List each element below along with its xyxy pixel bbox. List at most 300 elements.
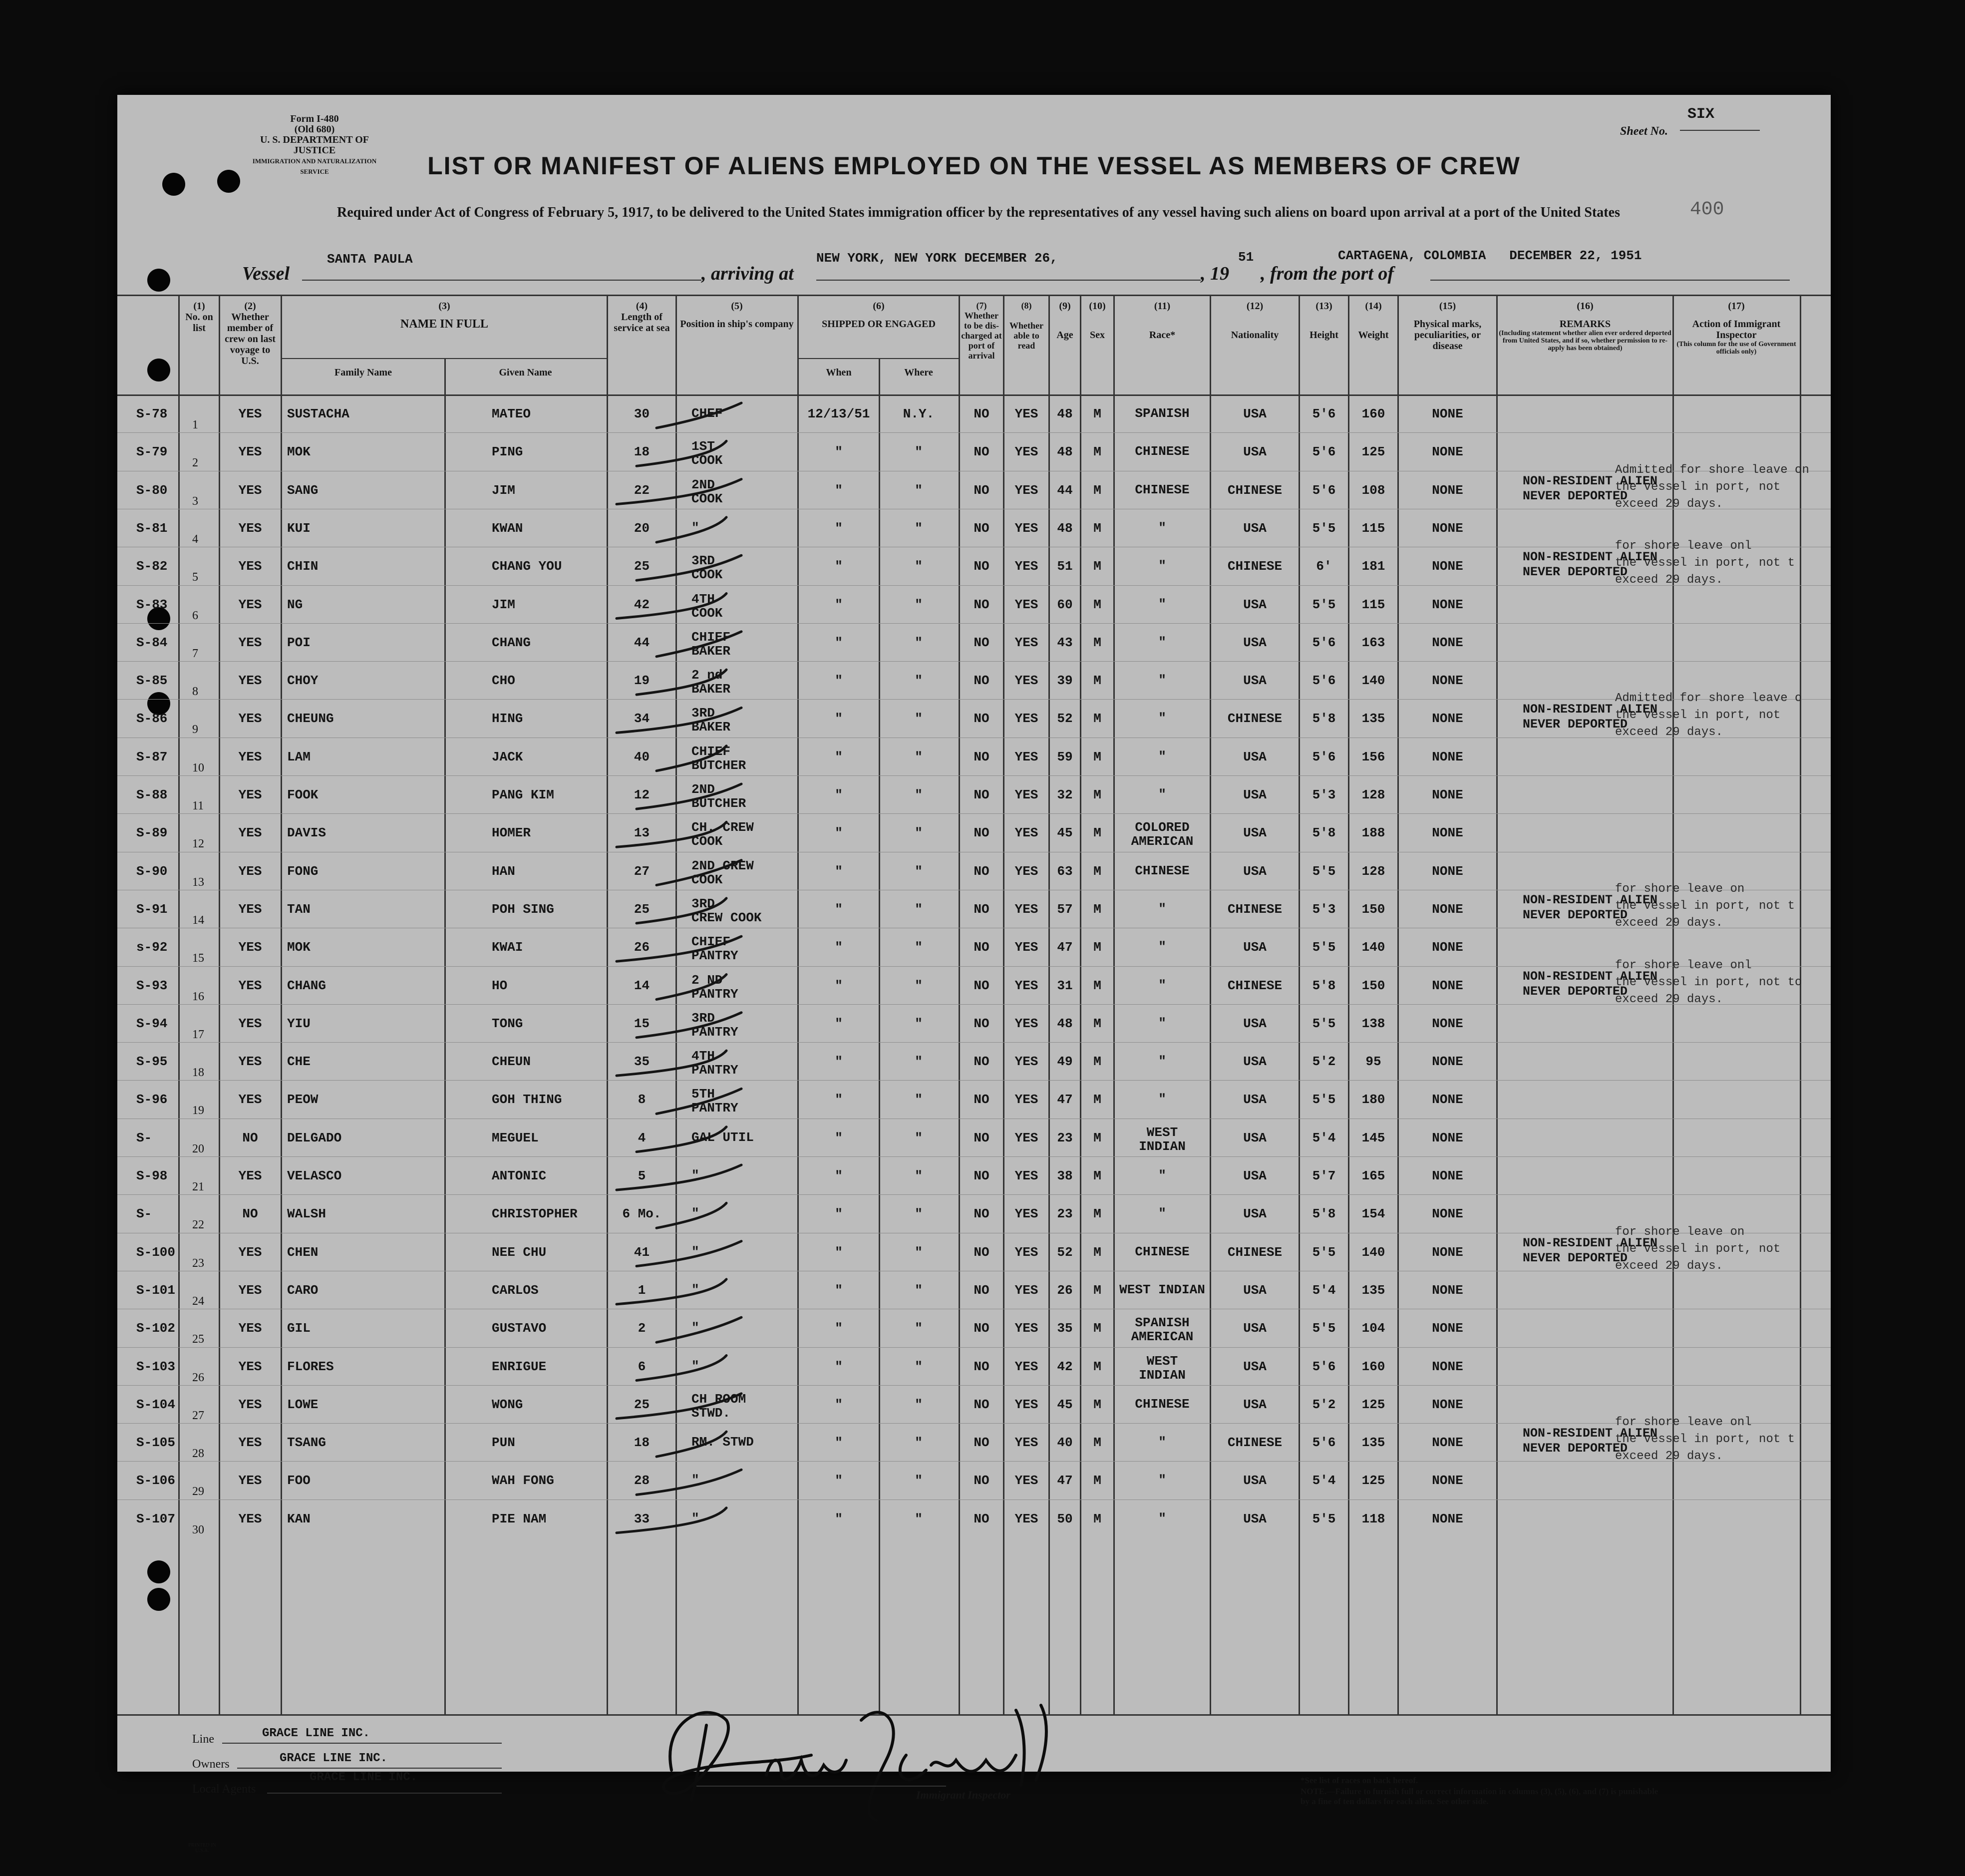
remark-text: NON-RESIDENT ALIEN NEVER DEPORTED xyxy=(1523,1235,1658,1265)
discharged: NO xyxy=(974,1511,989,1526)
row-number: 9 xyxy=(192,723,198,737)
weight: 140 xyxy=(1361,673,1385,689)
row-rule xyxy=(117,699,1831,700)
family-name: CHE xyxy=(287,1054,311,1070)
position: 4TH PANTRY xyxy=(691,1049,738,1078)
race: " xyxy=(1158,711,1166,726)
printer-mark: PRINTED IN U.S.A. xyxy=(188,1843,216,1854)
crew-last-voyage: YES xyxy=(238,1054,262,1070)
header-col1-number: (1) xyxy=(193,301,205,312)
header-col14-number: (14) xyxy=(1365,301,1382,312)
shipped-when: " xyxy=(835,1092,843,1108)
header-col14-label: Weight xyxy=(1358,330,1389,341)
header-col10-label: Sex xyxy=(1090,330,1105,341)
header-col6-label: SHIPPED OR ENGAGED xyxy=(822,319,936,330)
physical-marks: NONE xyxy=(1432,1397,1463,1412)
weight: 180 xyxy=(1361,1092,1385,1108)
family-name: FONG xyxy=(287,863,319,879)
height: 5'5 xyxy=(1312,940,1336,955)
row-id: S-85 xyxy=(136,673,168,689)
sex: M xyxy=(1093,482,1101,498)
height: 5'8 xyxy=(1312,1206,1336,1222)
shore-leave-note: for shore leave onl the vessel in port, not t exceed 29 days. xyxy=(1615,539,1795,587)
row-id: S-83 xyxy=(136,597,168,612)
discharged: NO xyxy=(974,482,989,498)
nationality: USA xyxy=(1243,406,1267,421)
weight: 115 xyxy=(1361,520,1385,536)
shipped-when: " xyxy=(835,520,843,536)
physical-marks: NONE xyxy=(1432,673,1463,689)
height: 5'7 xyxy=(1312,1168,1336,1183)
column-rule xyxy=(444,358,446,1714)
weight: 104 xyxy=(1361,1321,1385,1336)
header-col3 xyxy=(282,301,607,330)
age: 23 xyxy=(1057,1206,1073,1222)
sex: M xyxy=(1093,1511,1101,1526)
shipped-when: " xyxy=(835,978,843,993)
row-id: S-84 xyxy=(136,635,168,650)
remark-text: NON-RESIDENT ALIEN NEVER DEPORTED xyxy=(1523,969,1658,999)
header-col3-label: NAME IN FULL xyxy=(400,318,488,331)
position: " xyxy=(691,1168,699,1183)
shore-leave-note: Admitted for shore leave on the vessel in port, not exceed 29 days. xyxy=(1615,463,1809,511)
weight: 125 xyxy=(1361,1397,1385,1412)
age: 47 xyxy=(1057,1473,1073,1489)
family-name: MOK xyxy=(287,444,311,460)
vessel-name: SANTA PAULA xyxy=(327,252,413,267)
length-of-service: 1 xyxy=(638,1282,646,1298)
shipped-where: " xyxy=(915,901,923,917)
shipped-where: " xyxy=(915,1359,923,1374)
able-to-read: YES xyxy=(1014,901,1038,917)
given-name: JACK xyxy=(492,749,523,764)
shipped-where: " xyxy=(915,825,923,841)
discharged: NO xyxy=(974,1282,989,1298)
header-col16-note: (Including statement whether alien ever ordered deported from United States, and if so, whether permission to re-apply has been obtained) xyxy=(1499,330,1671,352)
position: 4TH COOK xyxy=(691,591,723,621)
shipped-when: " xyxy=(835,1168,843,1183)
nationality: USA xyxy=(1243,1054,1267,1070)
length-of-service: 25 xyxy=(634,1397,650,1412)
discharged: NO xyxy=(974,597,989,612)
length-of-service: 2 xyxy=(638,1321,646,1336)
age: 57 xyxy=(1057,901,1073,917)
length-of-service: 35 xyxy=(634,1054,650,1070)
shipped-where: " xyxy=(915,1054,923,1070)
shipped-where: " xyxy=(915,1130,923,1145)
length-of-service: 14 xyxy=(634,978,650,993)
form-old-number: (Old 680) xyxy=(294,124,335,135)
race: " xyxy=(1158,939,1166,955)
discharged: NO xyxy=(974,825,989,841)
shipped-when: " xyxy=(835,749,843,764)
physical-marks: NONE xyxy=(1432,1244,1463,1260)
race: " xyxy=(1158,749,1166,764)
header-col1-label: No. on list xyxy=(185,312,213,334)
shore-leave-note: for shore leave onl the vessel in port, not t exceed 29 days. xyxy=(1615,1416,1795,1464)
row-id: S- xyxy=(136,1206,152,1222)
header-col17 xyxy=(1674,301,1799,356)
weight: 128 xyxy=(1361,787,1385,802)
weight: 188 xyxy=(1361,825,1385,841)
able-to-read: YES xyxy=(1014,1435,1038,1451)
nationality: CHINESE xyxy=(1227,711,1283,727)
age: 59 xyxy=(1057,749,1073,764)
physical-marks: NONE xyxy=(1432,635,1463,650)
remark-text: NON-RESIDENT ALIEN NEVER DEPORTED xyxy=(1523,550,1658,580)
crew-last-voyage: YES xyxy=(238,825,262,841)
position: CHIEF PANTRY xyxy=(691,934,738,964)
length-of-service: 20 xyxy=(634,520,650,536)
position: CH. CREW COOK xyxy=(691,820,754,849)
position: " xyxy=(691,1510,699,1526)
age: 51 xyxy=(1057,559,1073,574)
row-id: S-104 xyxy=(136,1397,176,1412)
header-col17-number: (17) xyxy=(1728,301,1745,312)
shipped-when: " xyxy=(835,940,843,955)
crew-last-voyage: YES xyxy=(238,1359,262,1374)
penalty-note: NOTE.—Failure to furnish full or correct information in columns (3), (5), (6), and (7) is punishable by a fine of ten dollars for each alien. See other side. xyxy=(1301,1787,1658,1806)
nationality: USA xyxy=(1243,597,1267,612)
shipped-where: " xyxy=(915,940,923,955)
header-col8-number: (8) xyxy=(1021,301,1032,311)
position: 2ND BUTCHER xyxy=(691,782,746,811)
nationality: USA xyxy=(1243,1282,1267,1298)
weight: 125 xyxy=(1361,1473,1385,1489)
shipped-when: " xyxy=(835,1206,843,1222)
shipped-where: " xyxy=(915,1168,923,1183)
header-col5-label: Position in ship's company xyxy=(680,319,794,330)
page-title: LIST OR MANIFEST OF ALIENS EMPLOYED ON THE VESSEL AS MEMBERS OF CREW xyxy=(427,152,1521,180)
shipped-when: " xyxy=(835,597,843,612)
sheet-value: SIX xyxy=(1687,106,1715,123)
given-name: MATEO xyxy=(492,406,531,421)
height: 5'8 xyxy=(1312,978,1336,993)
length-of-service: 22 xyxy=(634,482,650,498)
given-name: WAH FONG xyxy=(492,1473,554,1489)
physical-marks: NONE xyxy=(1432,940,1463,955)
year-suffix: 51 xyxy=(1238,250,1254,265)
discharged: NO xyxy=(974,711,989,727)
given-name: GOH THING xyxy=(492,1092,562,1108)
length-of-service: 5 xyxy=(638,1168,646,1183)
row-number: 30 xyxy=(192,1523,204,1536)
header-col12 xyxy=(1211,301,1299,341)
physical-marks: NONE xyxy=(1432,787,1463,802)
given-name: CHRISTOPHER xyxy=(492,1206,578,1222)
physical-marks: NONE xyxy=(1432,1092,1463,1108)
weight: 135 xyxy=(1361,1282,1385,1298)
shipped-where: " xyxy=(915,597,923,612)
crew-last-voyage: YES xyxy=(238,863,262,879)
race: CHINESE xyxy=(1135,1244,1190,1259)
header-col6 xyxy=(799,301,959,330)
row-id: S-79 xyxy=(136,444,168,460)
header-col14 xyxy=(1349,301,1397,341)
physical-marks: NONE xyxy=(1432,1473,1463,1489)
race: " xyxy=(1158,1168,1166,1183)
height: 5'5 xyxy=(1312,597,1336,612)
able-to-read: YES xyxy=(1014,635,1038,650)
given-name: MEGUEL xyxy=(492,1130,539,1145)
family-name: NG xyxy=(287,597,303,612)
length-of-service: 4 xyxy=(638,1130,646,1145)
shipped-where: " xyxy=(915,1244,923,1260)
age: 45 xyxy=(1057,1397,1073,1412)
row-number: 17 xyxy=(192,1028,204,1041)
header-col12-label: Nationality xyxy=(1231,330,1279,341)
agents-underline xyxy=(267,1793,502,1794)
position: " xyxy=(691,1358,699,1374)
weight: 181 xyxy=(1361,559,1385,574)
header-col4-number: (4) xyxy=(636,301,648,312)
row-number: 6 xyxy=(192,609,198,622)
able-to-read: YES xyxy=(1014,1511,1038,1526)
sheet-underline xyxy=(1680,130,1760,131)
position: CH ROOM STWD. xyxy=(691,1391,746,1421)
nationality: USA xyxy=(1243,1473,1267,1489)
nationality: CHINESE xyxy=(1227,559,1283,574)
row-number: 11 xyxy=(192,799,204,812)
row-rule xyxy=(117,1461,1831,1462)
sex: M xyxy=(1093,1054,1101,1070)
table-top-rule xyxy=(117,295,1831,296)
nationality: USA xyxy=(1243,520,1267,536)
shipped-when: " xyxy=(835,673,843,689)
row-id: S-98 xyxy=(136,1168,168,1183)
row-number: 28 xyxy=(192,1447,204,1461)
length-of-service: 25 xyxy=(634,559,650,574)
weight: 115 xyxy=(1361,597,1385,612)
family-name: CHEUNG xyxy=(287,711,334,727)
vessel-label: Vessel xyxy=(242,263,290,284)
punch-hole xyxy=(147,1560,170,1583)
physical-marks: NONE xyxy=(1432,1054,1463,1070)
family-name: DELGADO xyxy=(287,1130,342,1145)
from-label: , from the port of xyxy=(1261,263,1394,284)
height: 5'6 xyxy=(1312,635,1336,650)
nationality: USA xyxy=(1243,444,1267,460)
family-name: LAM xyxy=(287,749,311,764)
row-rule xyxy=(117,1194,1831,1195)
age: 23 xyxy=(1057,1130,1073,1145)
discharged: NO xyxy=(974,673,989,689)
header-col9-number: (9) xyxy=(1059,301,1071,312)
length-of-service: 27 xyxy=(634,863,650,879)
height: 6' xyxy=(1316,559,1332,574)
height: 5'5 xyxy=(1312,1511,1336,1526)
race: WEST INDIAN xyxy=(1139,1353,1186,1383)
sex: M xyxy=(1093,1016,1101,1031)
sex: M xyxy=(1093,978,1101,993)
discharged: NO xyxy=(974,940,989,955)
physical-marks: NONE xyxy=(1432,1168,1463,1183)
physical-marks: NONE xyxy=(1432,1206,1463,1222)
able-to-read: YES xyxy=(1014,1473,1038,1489)
shipped-where: N.Y. xyxy=(903,406,935,421)
discharged: NO xyxy=(974,749,989,764)
height: 5'5 xyxy=(1312,1244,1336,1260)
given-name: KWAI xyxy=(492,940,523,955)
weight: 150 xyxy=(1361,978,1385,993)
row-number: 4 xyxy=(192,532,198,546)
header-col6-number: (6) xyxy=(873,301,885,312)
header-given-name: Given Name xyxy=(499,367,552,378)
physical-marks: NONE xyxy=(1432,978,1463,993)
discharged: NO xyxy=(974,1321,989,1336)
row-number: 23 xyxy=(192,1256,204,1270)
nationality: USA xyxy=(1243,1092,1267,1108)
discharged: NO xyxy=(974,1054,989,1070)
header-col2-label: Whether member of crew on last voyage to U.S. xyxy=(225,312,276,367)
sex: M xyxy=(1093,1206,1101,1222)
inspector-label: Immigrant Inspector xyxy=(916,1789,1010,1801)
row-id: S-90 xyxy=(136,863,168,879)
row-id: S-95 xyxy=(136,1054,168,1070)
able-to-read: YES xyxy=(1014,711,1038,727)
given-name: NEE CHU xyxy=(492,1244,547,1260)
age: 60 xyxy=(1057,597,1073,612)
row-id: S-103 xyxy=(136,1359,176,1374)
race: " xyxy=(1158,1092,1166,1107)
age: 48 xyxy=(1057,444,1073,460)
header-col12-number: (12) xyxy=(1246,301,1264,312)
from-underline xyxy=(1430,280,1790,281)
position: 3RD COOK xyxy=(691,553,723,583)
nationality: USA xyxy=(1243,1359,1267,1374)
sex: M xyxy=(1093,444,1101,460)
row-rule xyxy=(117,775,1831,776)
shipped-where: " xyxy=(915,1321,923,1336)
able-to-read: YES xyxy=(1014,444,1038,460)
line-label: Line xyxy=(192,1733,214,1746)
able-to-read: YES xyxy=(1014,1397,1038,1412)
physical-marks: NONE xyxy=(1432,711,1463,727)
punch-hole xyxy=(147,269,170,292)
length-of-service: 18 xyxy=(634,1435,650,1451)
arriving-underline xyxy=(816,280,1201,281)
given-name: HO xyxy=(492,978,508,993)
header-col11-label: Race* xyxy=(1149,330,1176,341)
race: " xyxy=(1158,558,1166,574)
crew-last-voyage: YES xyxy=(238,635,262,650)
shipped-when: " xyxy=(835,1244,843,1260)
punch-hole xyxy=(147,1588,170,1611)
row-number: 3 xyxy=(192,494,198,508)
shipped-where: " xyxy=(915,1435,923,1451)
age: 48 xyxy=(1057,406,1073,421)
row-number: 16 xyxy=(192,990,204,1003)
shipped-when: " xyxy=(835,825,843,841)
given-name: CHANG xyxy=(492,635,531,650)
header-col4 xyxy=(608,301,675,334)
inspector-underline xyxy=(696,1786,946,1787)
height: 5'4 xyxy=(1312,1282,1336,1298)
shipped-where: " xyxy=(915,978,923,993)
row-number: 18 xyxy=(192,1066,204,1080)
length-of-service: 33 xyxy=(634,1511,650,1526)
family-name: CARO xyxy=(287,1282,319,1298)
crew-last-voyage: NO xyxy=(242,1206,258,1222)
row-number: 2 xyxy=(192,456,198,470)
row-id: S-106 xyxy=(136,1473,176,1489)
shipped-where: " xyxy=(915,1397,923,1412)
header-bottom-rule xyxy=(117,394,1831,396)
age: 48 xyxy=(1057,1016,1073,1031)
header-col8 xyxy=(1004,301,1048,351)
row-rule xyxy=(117,432,1831,433)
age: 43 xyxy=(1057,635,1073,650)
family-name: YIU xyxy=(287,1016,311,1031)
shipped-where: " xyxy=(915,1511,923,1526)
physical-marks: NONE xyxy=(1432,1282,1463,1298)
family-name: POI xyxy=(287,635,311,650)
crew-last-voyage: YES xyxy=(238,673,262,689)
physical-marks: NONE xyxy=(1432,1511,1463,1526)
row-rule xyxy=(117,966,1831,967)
shipped-when: " xyxy=(835,482,843,498)
able-to-read: YES xyxy=(1014,1282,1038,1298)
crew-last-voyage: YES xyxy=(238,597,262,612)
length-of-service: 19 xyxy=(634,673,650,689)
weight: 156 xyxy=(1361,749,1385,764)
shipped-when: " xyxy=(835,1473,843,1489)
physical-marks: NONE xyxy=(1432,406,1463,421)
able-to-read: YES xyxy=(1014,863,1038,879)
crew-last-voyage: YES xyxy=(238,978,262,993)
able-to-read: YES xyxy=(1014,1206,1038,1222)
row-number: 25 xyxy=(192,1333,204,1346)
able-to-read: YES xyxy=(1014,1359,1038,1374)
family-name: VELASCO xyxy=(287,1168,342,1183)
able-to-read: YES xyxy=(1014,1130,1038,1145)
race: " xyxy=(1158,596,1166,612)
nationality: USA xyxy=(1243,1168,1267,1183)
physical-marks: NONE xyxy=(1432,825,1463,841)
position: " xyxy=(691,520,699,535)
shipped-when: " xyxy=(835,711,843,727)
height: 5'3 xyxy=(1312,787,1336,802)
nationality: USA xyxy=(1243,1511,1267,1526)
physical-marks: NONE xyxy=(1432,1321,1463,1336)
row-number: 15 xyxy=(192,952,204,965)
able-to-read: YES xyxy=(1014,1244,1038,1260)
row-id: S-89 xyxy=(136,825,168,841)
shipped-where: " xyxy=(915,1092,923,1108)
discharged: NO xyxy=(974,406,989,421)
length-of-service: 8 xyxy=(638,1092,646,1108)
weight: 160 xyxy=(1361,1359,1385,1374)
given-name: CHEUN xyxy=(492,1054,531,1070)
given-name: PUN xyxy=(492,1435,515,1451)
weight: 145 xyxy=(1361,1130,1385,1145)
row-id: S-94 xyxy=(136,1016,168,1031)
able-to-read: YES xyxy=(1014,406,1038,421)
age: 38 xyxy=(1057,1168,1073,1183)
crew-last-voyage: YES xyxy=(238,711,262,727)
position: " xyxy=(691,1244,699,1259)
height: 5'6 xyxy=(1312,1359,1336,1374)
shipped-where: " xyxy=(915,635,923,650)
given-name: JIM xyxy=(492,597,515,612)
physical-marks: NONE xyxy=(1432,1016,1463,1031)
crew-last-voyage: YES xyxy=(238,406,262,421)
nationality: USA xyxy=(1243,1397,1267,1412)
vessel-underline xyxy=(302,280,701,281)
shore-leave-note: for shore leave on the vessel in port, not exceed 29 days. xyxy=(1615,1225,1781,1273)
able-to-read: YES xyxy=(1014,597,1038,612)
crew-last-voyage: YES xyxy=(238,901,262,917)
